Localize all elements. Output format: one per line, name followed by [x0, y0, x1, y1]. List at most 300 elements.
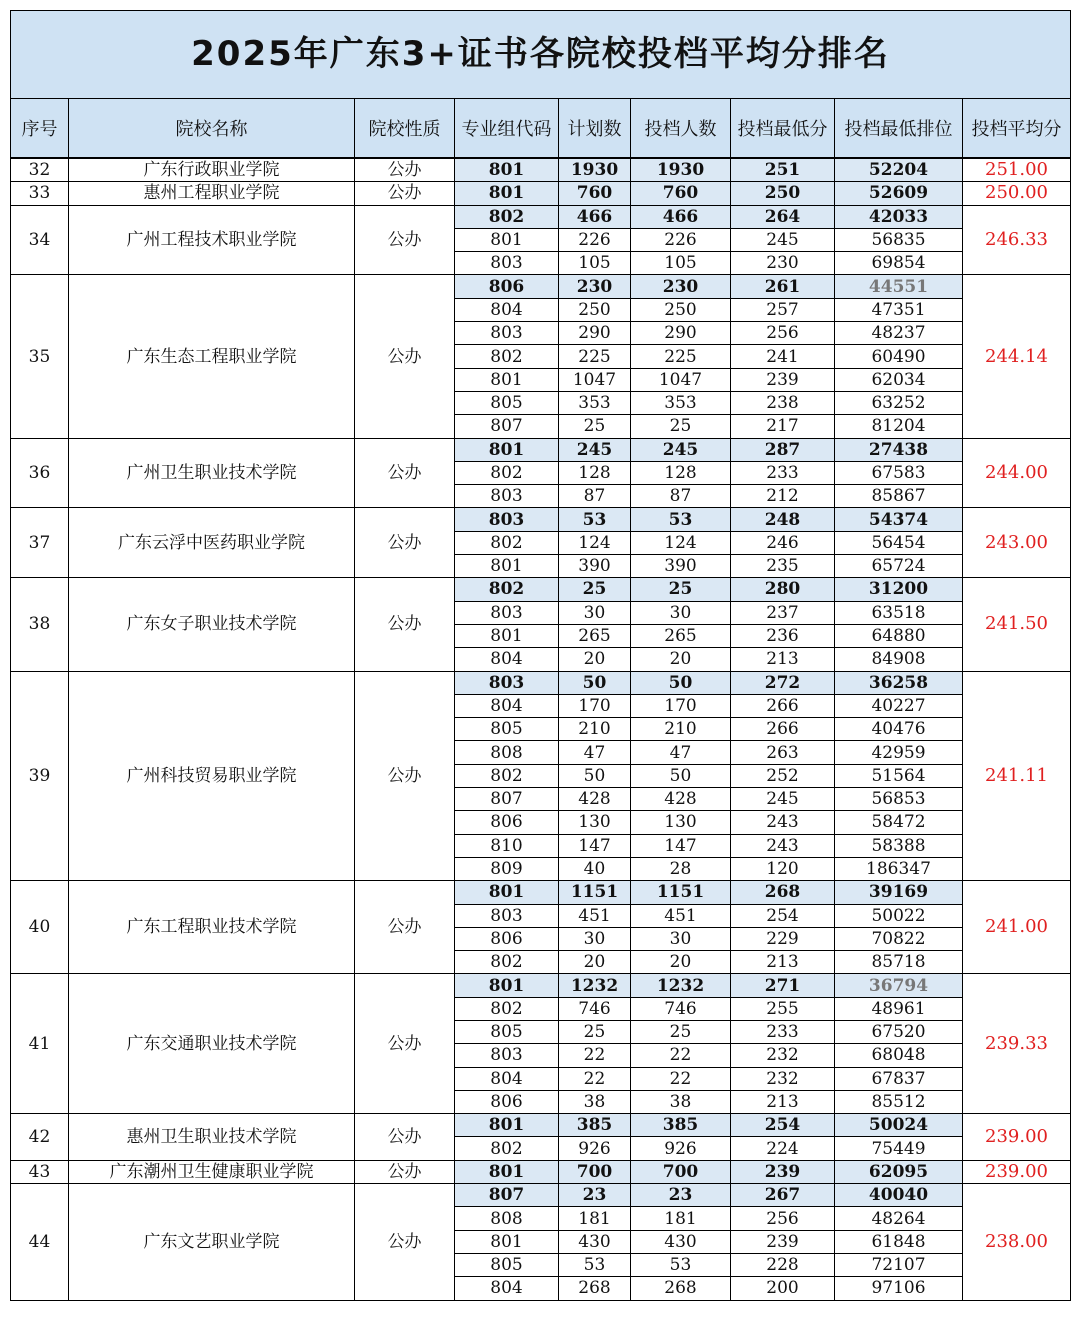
group-code-cell: 801 — [455, 1160, 559, 1183]
school-nature-cell: 公办 — [355, 1114, 455, 1161]
admitted-count-cell: 50 — [631, 671, 731, 694]
header-plan: 计划数 — [559, 99, 631, 159]
group-code-cell: 803 — [455, 671, 559, 694]
school-nature-cell: 公办 — [355, 881, 455, 974]
plan-cell: 250 — [559, 298, 631, 321]
rank-cell: 34 — [11, 205, 69, 275]
min-score-cell: 200 — [731, 1277, 835, 1300]
ranking-table — [10, 10, 1071, 1301]
admitted-count-cell: 170 — [631, 694, 731, 717]
min-rank-cell: 31200 — [835, 578, 963, 601]
min-rank-cell: 97106 — [835, 1277, 963, 1300]
min-score-cell: 252 — [731, 764, 835, 787]
rank-cell: 35 — [11, 275, 69, 438]
group-code-cell: 801 — [455, 438, 559, 461]
admitted-count-cell: 250 — [631, 298, 731, 321]
admitted-count-cell: 353 — [631, 391, 731, 414]
min-rank-cell: 42033 — [835, 205, 963, 228]
min-rank-cell: 40227 — [835, 694, 963, 717]
group-code-cell: 801 — [455, 881, 559, 904]
min-score-cell: 120 — [731, 857, 835, 880]
plan-cell: 226 — [559, 228, 631, 251]
plan-cell: 20 — [559, 951, 631, 974]
min-score-cell: 228 — [731, 1253, 835, 1276]
group-code-cell: 807 — [455, 788, 559, 811]
school-nature-cell: 公办 — [355, 1184, 455, 1300]
admitted-count-cell: 430 — [631, 1230, 731, 1253]
min-rank-cell: 186347 — [835, 857, 963, 880]
page-title: 2025年广东3+证书各院校投档平均分排名 — [11, 11, 1070, 98]
header-school-nature: 院校性质 — [355, 99, 455, 159]
min-score-cell: 224 — [731, 1137, 835, 1160]
school-name-cell: 广东生态工程职业学院 — [69, 275, 355, 438]
average-score-cell: 241.00 — [963, 881, 1071, 974]
min-rank-cell: 63518 — [835, 601, 963, 624]
group-code-cell: 801 — [455, 555, 559, 578]
min-score-cell: 245 — [731, 788, 835, 811]
group-code-cell: 801 — [455, 158, 559, 182]
school-nature-cell: 公办 — [355, 578, 455, 671]
school-name-cell: 广东女子职业技术学院 — [69, 578, 355, 671]
admitted-count-cell: 926 — [631, 1137, 731, 1160]
plan-cell: 1047 — [559, 368, 631, 391]
admitted-count-cell: 700 — [631, 1160, 731, 1183]
min-rank-cell: 48237 — [835, 322, 963, 345]
rank-cell: 39 — [11, 671, 69, 881]
min-rank-cell: 85718 — [835, 951, 963, 974]
group-code-cell: 806 — [455, 927, 559, 950]
min-rank-cell: 48961 — [835, 997, 963, 1020]
min-rank-cell: 58388 — [835, 834, 963, 857]
min-rank-cell: 36794 — [835, 974, 963, 997]
header-row — [11, 99, 1071, 159]
plan-cell: 128 — [559, 461, 631, 484]
min-score-cell: 239 — [731, 1160, 835, 1183]
min-score-cell: 213 — [731, 648, 835, 671]
min-score-cell: 257 — [731, 298, 835, 321]
plan-cell: 30 — [559, 927, 631, 950]
min-score-cell: 254 — [731, 904, 835, 927]
school-nature-cell: 公办 — [355, 671, 455, 881]
min-score-cell: 246 — [731, 531, 835, 554]
group-code-cell: 803 — [455, 252, 559, 275]
min-rank-cell: 68048 — [835, 1044, 963, 1067]
min-score-cell: 272 — [731, 671, 835, 694]
admitted-count-cell: 25 — [631, 415, 731, 438]
plan-cell: 87 — [559, 485, 631, 508]
group-code-cell: 804 — [455, 298, 559, 321]
school-name-cell: 惠州工程职业学院 — [69, 182, 355, 205]
group-code-cell: 802 — [455, 764, 559, 787]
min-rank-cell: 40476 — [835, 718, 963, 741]
group-code-cell: 807 — [455, 1184, 559, 1207]
group-code-cell: 801 — [455, 974, 559, 997]
admitted-count-cell: 53 — [631, 508, 731, 531]
min-score-cell: 241 — [731, 345, 835, 368]
table-row — [11, 275, 1071, 298]
min-rank-cell: 60490 — [835, 345, 963, 368]
plan-cell: 105 — [559, 252, 631, 275]
table-body — [11, 158, 1071, 1300]
plan-cell: 50 — [559, 764, 631, 787]
plan-cell: 22 — [559, 1044, 631, 1067]
admitted-count-cell: 390 — [631, 555, 731, 578]
min-score-cell: 235 — [731, 555, 835, 578]
min-rank-cell: 52609 — [835, 182, 963, 205]
average-score-cell: 246.33 — [963, 205, 1071, 275]
admitted-count-cell: 22 — [631, 1067, 731, 1090]
plan-cell: 23 — [559, 1184, 631, 1207]
group-code-cell: 802 — [455, 461, 559, 484]
admitted-count-cell: 1151 — [631, 881, 731, 904]
admitted-count-cell: 230 — [631, 275, 731, 298]
min-score-cell: 217 — [731, 415, 835, 438]
plan-cell: 20 — [559, 648, 631, 671]
school-nature-cell: 公办 — [355, 974, 455, 1114]
min-rank-cell: 56454 — [835, 531, 963, 554]
plan-cell: 428 — [559, 788, 631, 811]
rank-cell: 42 — [11, 1114, 69, 1161]
rank-cell: 44 — [11, 1184, 69, 1300]
min-score-cell: 264 — [731, 205, 835, 228]
average-score-cell: 241.50 — [963, 578, 1071, 671]
plan-cell: 30 — [559, 601, 631, 624]
admitted-count-cell: 25 — [631, 578, 731, 601]
group-code-cell: 804 — [455, 1067, 559, 1090]
plan-cell: 147 — [559, 834, 631, 857]
rank-cell: 43 — [11, 1160, 69, 1183]
min-score-cell: 287 — [731, 438, 835, 461]
group-code-cell: 806 — [455, 1090, 559, 1113]
min-rank-cell: 85867 — [835, 485, 963, 508]
group-code-cell: 805 — [455, 1253, 559, 1276]
group-code-cell: 803 — [455, 322, 559, 345]
min-rank-cell: 47351 — [835, 298, 963, 321]
average-score-cell: 244.14 — [963, 275, 1071, 438]
group-code-cell: 803 — [455, 508, 559, 531]
admitted-count-cell: 38 — [631, 1090, 731, 1113]
min-score-cell: 229 — [731, 927, 835, 950]
plan-cell: 22 — [559, 1067, 631, 1090]
plan-cell: 25 — [559, 578, 631, 601]
average-score-cell: 244.00 — [963, 438, 1071, 508]
average-score-cell: 239.00 — [963, 1160, 1071, 1183]
header-min-rank: 投档最低排位 — [835, 99, 963, 159]
plan-cell: 268 — [559, 1277, 631, 1300]
min-score-cell: 248 — [731, 508, 835, 531]
rank-cell: 33 — [11, 182, 69, 205]
school-name-cell: 广东交通职业技术学院 — [69, 974, 355, 1114]
admitted-count-cell: 20 — [631, 648, 731, 671]
min-score-cell: 212 — [731, 485, 835, 508]
table-row — [11, 974, 1071, 997]
school-nature-cell: 公办 — [355, 1160, 455, 1183]
table-row — [11, 508, 1071, 531]
school-nature-cell: 公办 — [355, 508, 455, 578]
group-code-cell: 808 — [455, 741, 559, 764]
min-rank-cell: 52204 — [835, 158, 963, 182]
min-score-cell: 250 — [731, 182, 835, 205]
min-rank-cell: 84908 — [835, 648, 963, 671]
min-score-cell: 238 — [731, 391, 835, 414]
admitted-count-cell: 30 — [631, 601, 731, 624]
school-name-cell: 广东工程职业技术学院 — [69, 881, 355, 974]
group-code-cell: 805 — [455, 718, 559, 741]
admitted-count-cell: 87 — [631, 485, 731, 508]
min-score-cell: 280 — [731, 578, 835, 601]
plan-cell: 53 — [559, 508, 631, 531]
table-row — [11, 578, 1071, 601]
min-rank-cell: 64880 — [835, 624, 963, 647]
min-score-cell: 268 — [731, 881, 835, 904]
admitted-count-cell: 451 — [631, 904, 731, 927]
plan-cell: 130 — [559, 811, 631, 834]
group-code-cell: 801 — [455, 228, 559, 251]
min-score-cell: 232 — [731, 1067, 835, 1090]
plan-cell: 40 — [559, 857, 631, 880]
school-name-cell: 广东文艺职业学院 — [69, 1184, 355, 1300]
group-code-cell: 805 — [455, 391, 559, 414]
admitted-count-cell: 181 — [631, 1207, 731, 1230]
plan-cell: 124 — [559, 531, 631, 554]
admitted-count-cell: 30 — [631, 927, 731, 950]
min-rank-cell: 50022 — [835, 904, 963, 927]
min-rank-cell: 51564 — [835, 764, 963, 787]
average-score-cell: 243.00 — [963, 508, 1071, 578]
min-score-cell: 232 — [731, 1044, 835, 1067]
rank-cell: 40 — [11, 881, 69, 974]
ranking-sheet — [10, 10, 1070, 1309]
min-rank-cell: 44551 — [835, 275, 963, 298]
group-code-cell: 803 — [455, 485, 559, 508]
admitted-count-cell: 746 — [631, 997, 731, 1020]
min-score-cell: 266 — [731, 718, 835, 741]
group-code-cell: 808 — [455, 1207, 559, 1230]
min-rank-cell: 56835 — [835, 228, 963, 251]
plan-cell: 230 — [559, 275, 631, 298]
min-score-cell: 256 — [731, 1207, 835, 1230]
group-code-cell: 802 — [455, 205, 559, 228]
plan-cell: 38 — [559, 1090, 631, 1113]
min-rank-cell: 50024 — [835, 1114, 963, 1137]
plan-cell: 181 — [559, 1207, 631, 1230]
table-row — [11, 671, 1071, 694]
table-row — [11, 1184, 1071, 1207]
group-code-cell: 809 — [455, 857, 559, 880]
average-score-cell: 241.11 — [963, 671, 1071, 881]
header-school-name: 院校名称 — [69, 99, 355, 159]
admitted-count-cell: 245 — [631, 438, 731, 461]
min-score-cell: 233 — [731, 1020, 835, 1043]
group-code-cell: 801 — [455, 182, 559, 205]
school-nature-cell: 公办 — [355, 158, 455, 182]
min-score-cell: 239 — [731, 1230, 835, 1253]
table-row — [11, 1114, 1071, 1137]
school-name-cell: 广东行政职业学院 — [69, 158, 355, 182]
header-min-score: 投档最低分 — [731, 99, 835, 159]
min-score-cell: 243 — [731, 834, 835, 857]
min-rank-cell: 67583 — [835, 461, 963, 484]
admitted-count-cell: 466 — [631, 205, 731, 228]
min-rank-cell: 70822 — [835, 927, 963, 950]
admitted-count-cell: 428 — [631, 788, 731, 811]
plan-cell: 225 — [559, 345, 631, 368]
school-name-cell: 广州工程技术职业学院 — [69, 205, 355, 275]
min-score-cell: 256 — [731, 322, 835, 345]
header-rank: 序号 — [11, 99, 69, 159]
min-rank-cell: 62034 — [835, 368, 963, 391]
admitted-count-cell: 265 — [631, 624, 731, 647]
plan-cell: 25 — [559, 1020, 631, 1043]
school-name-cell: 广东云浮中医药职业学院 — [69, 508, 355, 578]
header-group-code: 专业组代码 — [455, 99, 559, 159]
min-score-cell: 267 — [731, 1184, 835, 1207]
admitted-count-cell: 53 — [631, 1253, 731, 1276]
min-score-cell: 236 — [731, 624, 835, 647]
rank-cell: 32 — [11, 158, 69, 182]
min-rank-cell: 36258 — [835, 671, 963, 694]
admitted-count-cell: 147 — [631, 834, 731, 857]
rank-cell: 41 — [11, 974, 69, 1114]
plan-cell: 53 — [559, 1253, 631, 1276]
rank-cell: 38 — [11, 578, 69, 671]
min-score-cell: 233 — [731, 461, 835, 484]
min-rank-cell: 27438 — [835, 438, 963, 461]
min-rank-cell: 69854 — [835, 252, 963, 275]
min-rank-cell: 65724 — [835, 555, 963, 578]
plan-cell: 1930 — [559, 158, 631, 182]
plan-cell: 47 — [559, 741, 631, 764]
group-code-cell: 802 — [455, 531, 559, 554]
plan-cell: 385 — [559, 1114, 631, 1137]
average-score-cell: 238.00 — [963, 1184, 1071, 1300]
min-score-cell: 213 — [731, 1090, 835, 1113]
min-rank-cell: 81204 — [835, 415, 963, 438]
group-code-cell: 806 — [455, 811, 559, 834]
group-code-cell: 802 — [455, 1137, 559, 1160]
plan-cell: 926 — [559, 1137, 631, 1160]
admitted-count-cell: 1047 — [631, 368, 731, 391]
admitted-count-cell: 105 — [631, 252, 731, 275]
plan-cell: 353 — [559, 391, 631, 414]
min-score-cell: 230 — [731, 252, 835, 275]
table-row — [11, 182, 1071, 205]
admitted-count-cell: 385 — [631, 1114, 731, 1137]
min-rank-cell: 75449 — [835, 1137, 963, 1160]
min-rank-cell: 56853 — [835, 788, 963, 811]
min-rank-cell: 42959 — [835, 741, 963, 764]
plan-cell: 290 — [559, 322, 631, 345]
average-score-cell: 239.00 — [963, 1114, 1071, 1161]
min-rank-cell: 40040 — [835, 1184, 963, 1207]
group-code-cell: 805 — [455, 1020, 559, 1043]
table-row — [11, 158, 1071, 182]
group-code-cell: 804 — [455, 694, 559, 717]
min-rank-cell: 72107 — [835, 1253, 963, 1276]
group-code-cell: 803 — [455, 601, 559, 624]
group-code-cell: 810 — [455, 834, 559, 857]
group-code-cell: 803 — [455, 1044, 559, 1067]
admitted-count-cell: 23 — [631, 1184, 731, 1207]
min-rank-cell: 61848 — [835, 1230, 963, 1253]
min-rank-cell: 39169 — [835, 881, 963, 904]
group-code-cell: 807 — [455, 415, 559, 438]
admitted-count-cell: 28 — [631, 857, 731, 880]
admitted-count-cell: 760 — [631, 182, 731, 205]
plan-cell: 700 — [559, 1160, 631, 1183]
group-code-cell: 801 — [455, 1230, 559, 1253]
average-score-cell: 250.00 — [963, 182, 1071, 205]
min-score-cell: 239 — [731, 368, 835, 391]
min-score-cell: 271 — [731, 974, 835, 997]
admitted-count-cell: 1232 — [631, 974, 731, 997]
admitted-count-cell: 20 — [631, 951, 731, 974]
min-rank-cell: 62095 — [835, 1160, 963, 1183]
admitted-count-cell: 268 — [631, 1277, 731, 1300]
school-nature-cell: 公办 — [355, 205, 455, 275]
group-code-cell: 806 — [455, 275, 559, 298]
plan-cell: 1151 — [559, 881, 631, 904]
plan-cell: 760 — [559, 182, 631, 205]
admitted-count-cell: 130 — [631, 811, 731, 834]
min-score-cell: 255 — [731, 997, 835, 1020]
min-score-cell: 261 — [731, 275, 835, 298]
min-score-cell: 251 — [731, 158, 835, 182]
table-row — [11, 438, 1071, 461]
plan-cell: 265 — [559, 624, 631, 647]
min-rank-cell: 67520 — [835, 1020, 963, 1043]
group-code-cell: 802 — [455, 345, 559, 368]
plan-cell: 1232 — [559, 974, 631, 997]
plan-cell: 430 — [559, 1230, 631, 1253]
group-code-cell: 802 — [455, 951, 559, 974]
school-name-cell: 广东潮州卫生健康职业学院 — [69, 1160, 355, 1183]
table-row — [11, 881, 1071, 904]
plan-cell: 25 — [559, 415, 631, 438]
plan-cell: 466 — [559, 205, 631, 228]
header-admitted-count: 投档人数 — [631, 99, 731, 159]
group-code-cell: 801 — [455, 1114, 559, 1137]
admitted-count-cell: 22 — [631, 1044, 731, 1067]
min-rank-cell: 58472 — [835, 811, 963, 834]
min-rank-cell: 63252 — [835, 391, 963, 414]
school-nature-cell: 公办 — [355, 438, 455, 508]
min-score-cell: 245 — [731, 228, 835, 251]
admitted-count-cell: 226 — [631, 228, 731, 251]
admitted-count-cell: 128 — [631, 461, 731, 484]
school-name-cell: 惠州卫生职业技术学院 — [69, 1114, 355, 1161]
min-rank-cell: 54374 — [835, 508, 963, 531]
min-score-cell: 237 — [731, 601, 835, 624]
min-score-cell: 213 — [731, 951, 835, 974]
min-rank-cell: 48264 — [835, 1207, 963, 1230]
admitted-count-cell: 225 — [631, 345, 731, 368]
plan-cell: 210 — [559, 718, 631, 741]
plan-cell: 390 — [559, 555, 631, 578]
group-code-cell: 804 — [455, 648, 559, 671]
header-average: 投档平均分 — [963, 99, 1071, 159]
plan-cell: 451 — [559, 904, 631, 927]
plan-cell: 50 — [559, 671, 631, 694]
min-score-cell: 254 — [731, 1114, 835, 1137]
average-score-cell: 251.00 — [963, 158, 1071, 182]
admitted-count-cell: 124 — [631, 531, 731, 554]
school-nature-cell: 公办 — [355, 275, 455, 438]
rank-cell: 37 — [11, 508, 69, 578]
group-code-cell: 803 — [455, 904, 559, 927]
admitted-count-cell: 25 — [631, 1020, 731, 1043]
plan-cell: 746 — [559, 997, 631, 1020]
